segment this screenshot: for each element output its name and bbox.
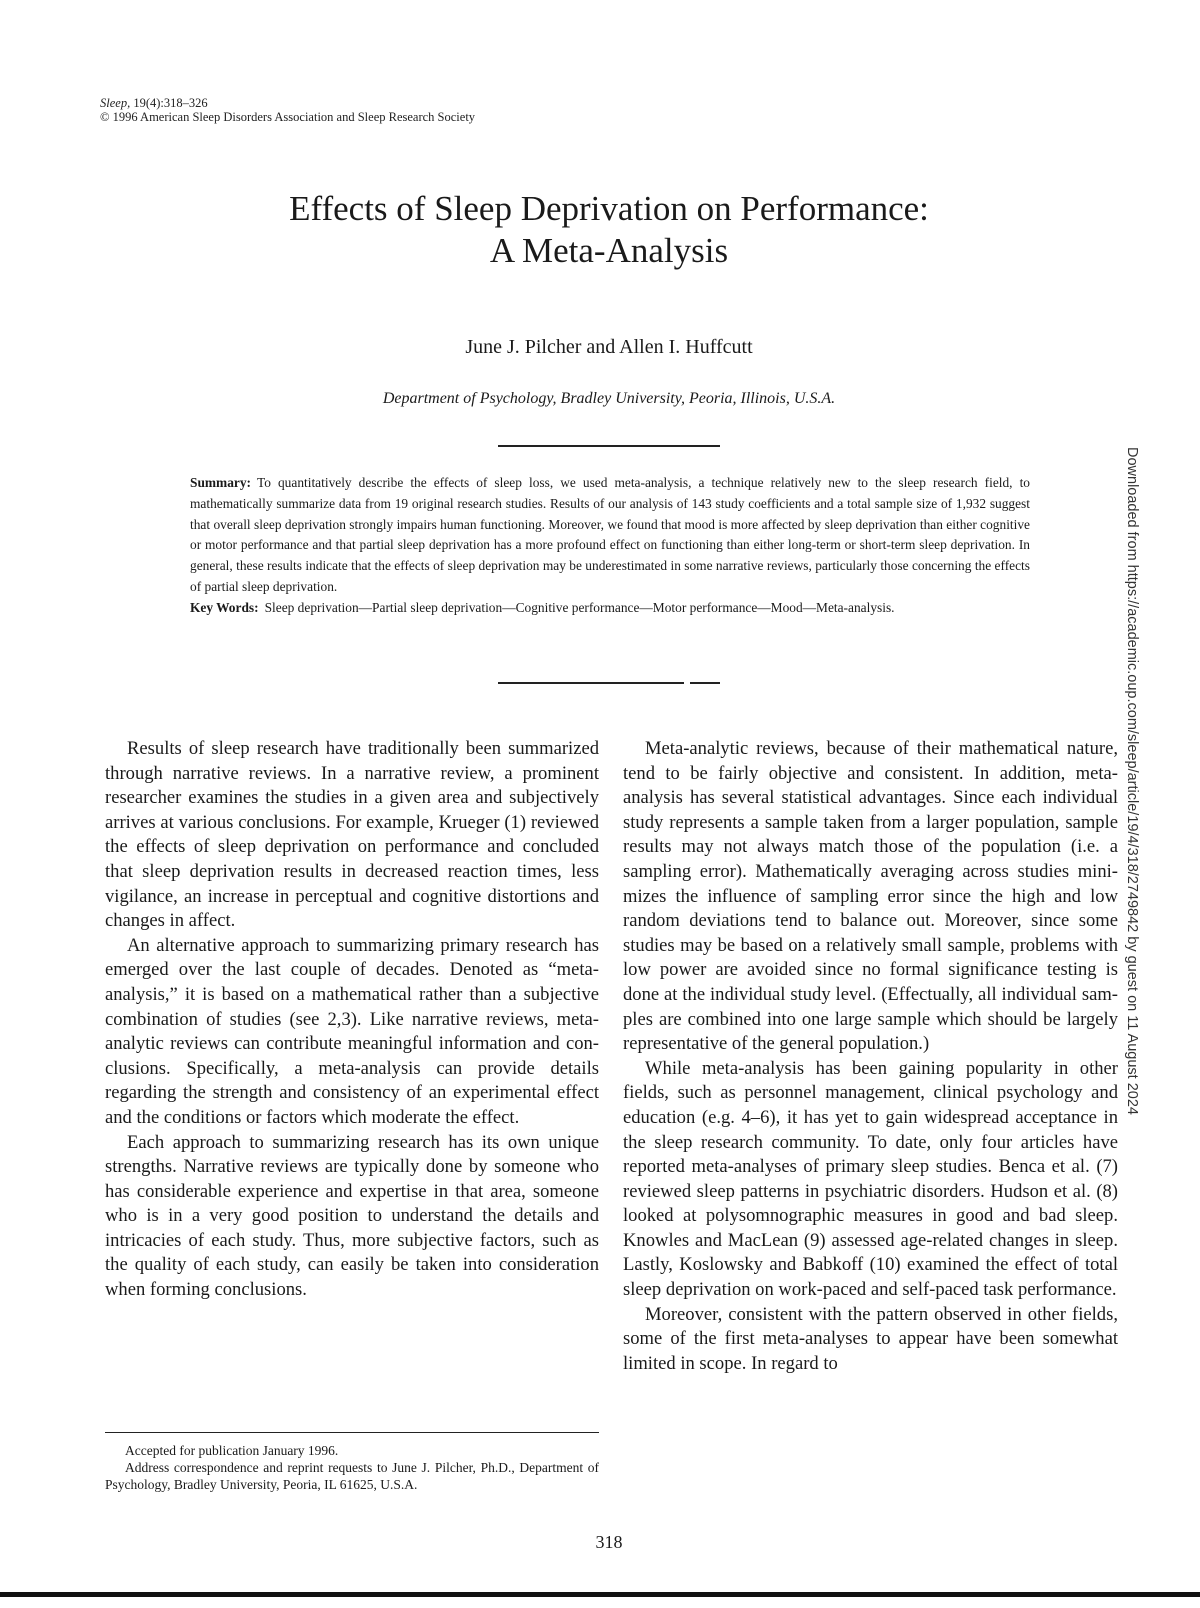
download-watermark: Downloaded from https://academic.oup.com/sleep/article/19/4/318/2749842 by guest on 11 August 2024 — [1124, 447, 1140, 1115]
affiliation: Department of Psychology, Bradley University, Peoria, Illinois, U.S.A. — [382, 390, 836, 407]
footnote-rule — [105, 1432, 599, 1433]
body-paragraph: Results of sleep research have traditionally been summarized through narrative reviews. In a narrative review, a prominent researcher examines the studies in a given area and subjectively arrives at various conclusions. For example, Krueger (1) reviewed the effects of sleep deprivation on performance and concluded that sleep deprivation results in decreased reaction times, less vigilance, an increase in perceptual and cognitive distortions and changes in affect. — [105, 738, 599, 932]
abstract — [190, 473, 1030, 619]
paper-title — [0, 188, 1200, 272]
divider-top — [498, 445, 720, 447]
keywords-text: Sleep deprivation—Partial sleep deprivation—Cognitive performance—Motor performance—Mood—Meta-analysis. — [264, 599, 895, 615]
footnote-accepted: Accepted for publication January 1996. — [125, 1443, 339, 1458]
divider-bottom-a — [498, 682, 684, 684]
body-paragraph: While meta-analysis has been gaining popularity in other fields, such as personnel management, clinical psychology and education (e.g. 4–6), it has yet to gain widespread acceptance in the sleep research community. To date, only four articles have reported meta-analyses of primary sleep studies. Benca et al. (7) reviewed sleep patterns in psychiatric disorders. Hudson et al. (8) looked at polysomnographic measures in good and bad sleep. Knowles and MacLean (9) assessed age-related changes in sleep. Lastly, Koslowsky and Babkoff (10) examined the effect of total sleep deprivation on work-paced and self-paced task performance. — [623, 1057, 1118, 1301]
authors: June J. Pilcher and Allen I. Huffcutt — [465, 336, 753, 358]
keywords-label: Key Words: — [190, 599, 259, 615]
footnote-address: Address correspondence and reprint requests to June J. Pilcher, Ph.D., Department of Psychology, Bradley University, Peoria, IL 61625, U.S.A. — [105, 1460, 599, 1492]
divider-bottom-b — [690, 682, 720, 684]
journal-citation — [100, 96, 475, 110]
journal-volume: 19(4):318–326 — [133, 96, 208, 110]
journal-name: Sleep, — [100, 96, 131, 110]
summary-text: To quantitatively describe the effects of sleep loss, we used meta-analysis, a technique relatively new to the sleep research field, to mathematically summarize data from 19 original research studies. Results of our analysis of 143 study coefficients and a total sample size of 1,932 suggest that overall sleep deprivation strongly impairs human functioning. Moreover, we found that mood is more affected by sleep deprivation than either cognitive or motor performance and that partial sleep deprivation has a more profound effect on functioning than either long-term or short-term sleep deprivation. In general, these results indicate that the effects of sleep deprivation may be underestimated in some narrative reviews, particularly those concerning the effects of partial sleep deprivation. — [190, 475, 1030, 594]
journal-header — [100, 96, 475, 124]
journal-copyright: © 1996 American Sleep Disorders Association and Sleep Research Society — [100, 110, 476, 124]
body-column-left — [105, 737, 599, 1303]
title-line-2: A Meta-Analysis — [489, 231, 729, 270]
title-line-1: Effects of Sleep Deprivation on Performance: — [289, 189, 929, 228]
summary-label: Summary: — [190, 475, 251, 490]
body-paragraph: Moreover, consistent with the pattern observed in other fields, some of the first meta-analyses to appear have been somewhat limited in scope. In regard to — [623, 1303, 1118, 1374]
footnotes — [105, 1442, 599, 1493]
body-paragraph: Each approach to summarizing research has its own unique strengths. Narrative reviews are typically done by someone who has considerable experience and expertise in that area, someone who is in a very good position to understand the details and intricacies of each study. Thus, more subjective factors, such as the quality of each study, can easily be taken into consideration when forming conclusions. — [105, 1131, 599, 1301]
body-paragraph: Meta-analytic reviews, because of their mathematical nature, tend to be fairly objective and consistent. In addition, meta-analysis has several statistical advantages. Since each individual study represents a sample taken from a larger population, sample results may not always match those of the population (i.e. a sampling error). Mathematically averaging across studies minimizes the influence of sampling error since the high and low random deviations tend to balance out. Moreover, since some studies may be based on a relatively small sample, problems with low power are avoided since no formal significance testing is done at the individual study level. (Effectually, all individual samples are combined into one large sample which should be largely representative of the general population.) — [623, 738, 1118, 1055]
body-column-right — [623, 737, 1118, 1376]
scan-edge-bar — [0, 1592, 1200, 1597]
body-paragraph: An alternative approach to summarizing primary research has emerged over the last couple of decades. Denoted as “meta-analysis,” it is based on a mathematical rather than a subjective combination of studies (see 2,3). Like narrative reviews, meta-analytic reviews can contribute meaningful information and conclusions. Specifically, a meta-analysis can provide details regarding the strength and consistency of an experimental effect and the conditions or factors which moderate the effect. — [105, 934, 599, 1128]
page-number: 318 — [595, 1532, 623, 1552]
